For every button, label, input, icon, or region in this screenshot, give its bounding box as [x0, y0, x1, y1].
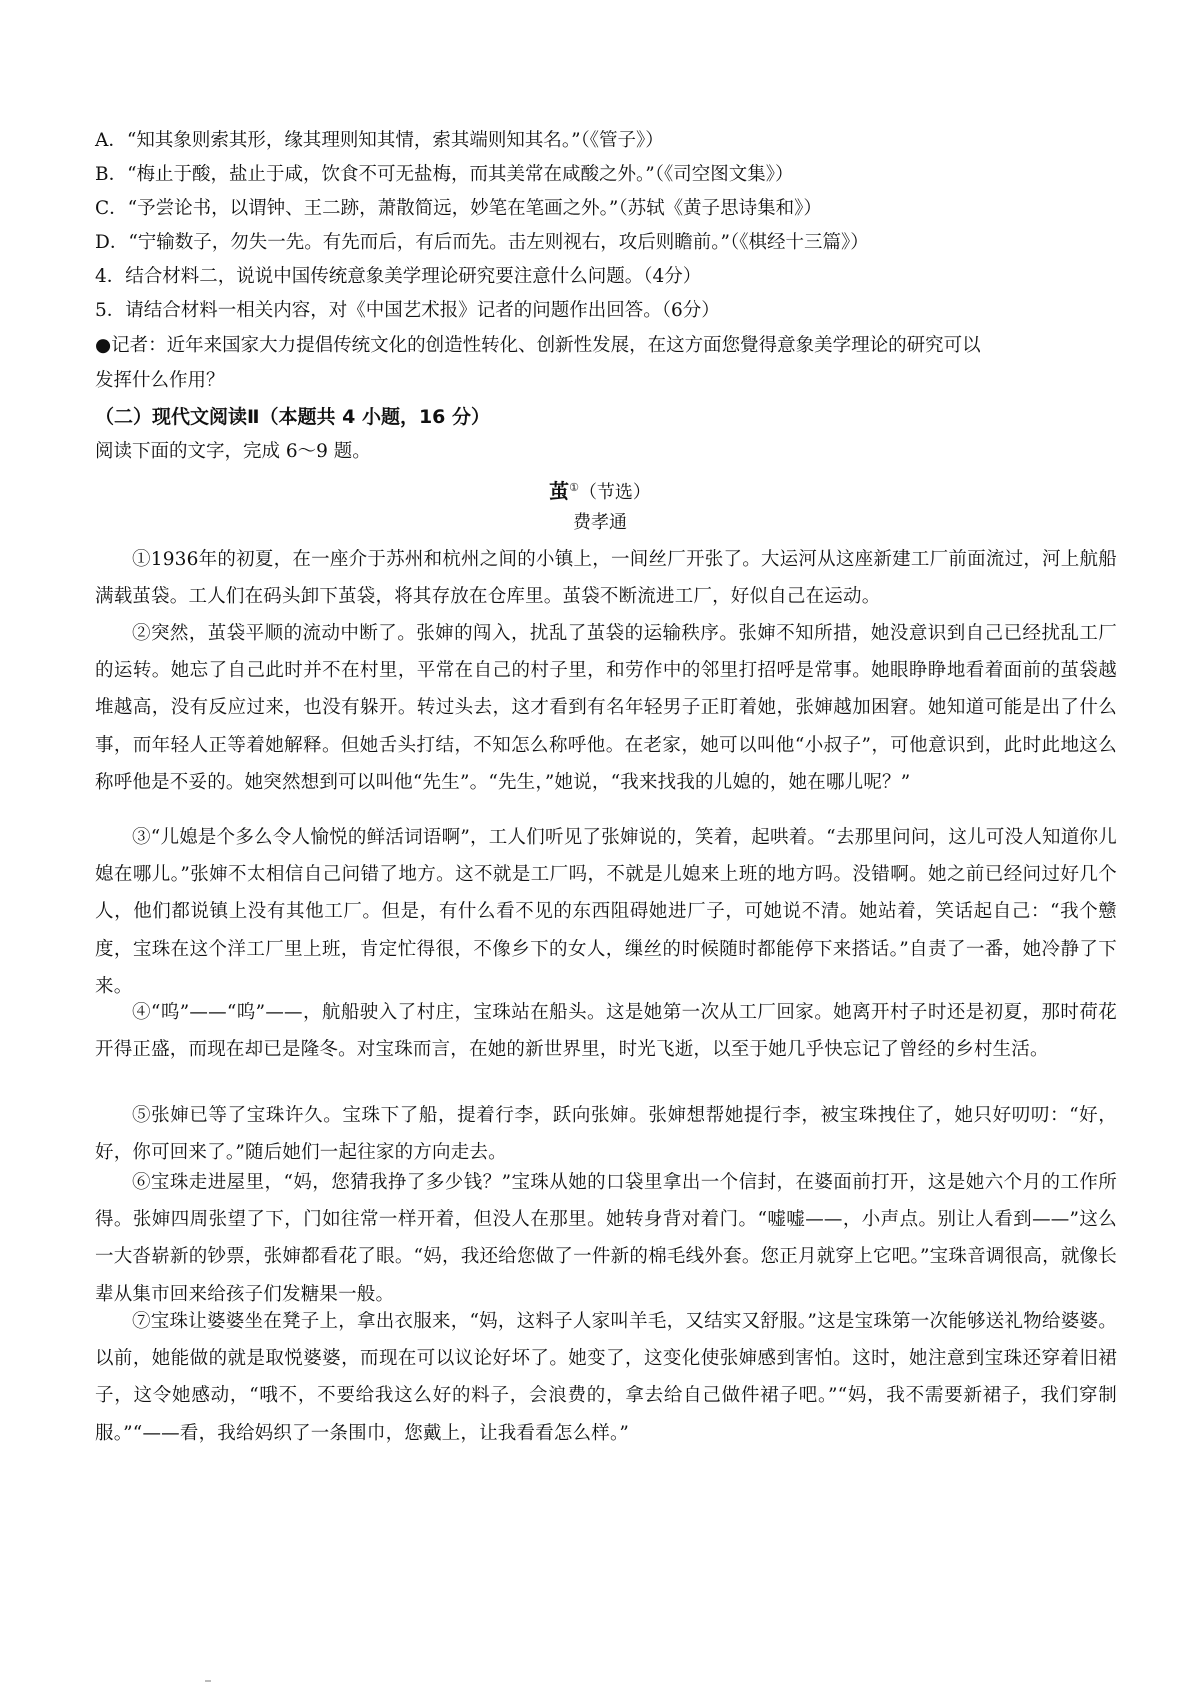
option-a: A．“知其象则索其形，缘其理则知其情，索其端则知其名。”（《管子》）: [95, 130, 664, 151]
reporter-question-line-1: ●记者：近年来国家大力提倡传统文化的创造性转化、创新性发展，在这方面您覺得意象美学理论的研究可以: [95, 335, 981, 356]
reading-instruction: 阅读下面的文字，完成 6～9 题。: [95, 441, 371, 462]
article-note: （节选）: [578, 482, 651, 504]
paragraph-3: ③“儿媳是个多么令人愉悦的鲜活词语啊”，工人们听见了张婶说的，笑着，起哄着。“去那里问问，这儿可没人知道你儿媳在哪儿。”张婶不太相信自己问错了地方。这不就是工厂吗，不就是儿媳来上班的地方吗。没错啊。她之前已经问过好几个人，他们都说镇上没有其他工厂。但是，有什么看不见的东西阻碍她进厂子，可她说不清。她站着，笑话起自己：“我个戆度，宝珠在这个洋工厂里上班，肯定忙得很，不像乡下的女人，缫丝的时候随时都能停下来搭话。”自责了一番，她冷静了下来。: [95, 827, 1117, 997]
footnote-mark: ①: [569, 481, 579, 494]
option-d: D．“宁输数子，勿失一先。有先而后，有后而先。击左则视右，攻后则瞻前。”（《棋经十三篇》）: [95, 232, 869, 253]
paragraph-4: ④“呜”——“呜”——，航船驶入了村庄，宝珠站在船头。这是她第一次从工厂回家。她离开村子时还是初夏，那时荷花开得正盛，而现在却已是隆冬。对宝珠而言，在她的新世界里，时光飞逝，以至于她几乎快忘记了曾经的乡村生活。: [95, 1002, 1117, 1061]
paragraph-2: ②突然，茧袋平顺的流动中断了。张婶的闯入，扰乱了茧袋的运输秩序。张婶不知所措，她没意识到自己已经扰乱工厂的运转。她忘了自己此时并不在村里，平常在自己的村子里，和劳作中的邻里打招呼是常事。她眼睁睁地看着面前的茧袋越堆越高，没有反应过来，也没有躲开。转过头去，这才看到有名年轻男子正盯着她，张婶越加困窘。她知道可能是出了什么事，而年轻人正等着她解释。但她舌头打结，不知怎么称呼他。在老家，她可以叫他“小叔子”，可他意识到，此时此地这么称呼他是不妥的。她突然想到可以叫他“先生”。“先生，”她说，“我来找我的儿媳的，她在哪儿呢？”: [95, 623, 1117, 793]
question-4: 4．结合材料二，说说中国传统意象美学理论研究要注意什么问题。（4分）: [95, 266, 702, 287]
paragraph-1: ①1936年的初夏，在一座介于苏州和杭州之间的小镇上，一间丝厂开张了。大运河从这座新建工厂前面流过，河上航船满载茧袋。工人们在码头卸下茧袋，将其存放在仓库里。茧袋不断流进工厂，好似自己在运动。: [95, 549, 1117, 608]
option-b: B．“梅止于酸，盐止于咸，饮食不可无盐梅，而其美常在咸酸之外。”（《司空图文集》）: [95, 164, 794, 185]
paragraph-6: ⑥宝珠走进屋里，“妈，您猜我挣了多少钱？”宝珠从她的口袋里拿出一个信封，在婆面前打开，这是她六个月的工作所得。张婶四周张望了下，门如往常一样开着，但没人在那里。她转身背对着门。“嘘嘘——，小声点。别让人看到——”这么一大沓崭新的钞票，张婶都看花了眼。“妈，我还给您做了一件新的棉毛线外套。您正月就穿上它吧。”宝珠音调很高，就像长辈从集市回来给孩子们发糖果一般。: [95, 1172, 1117, 1305]
reporter-question-line-2: 发挥什么作用？: [95, 370, 225, 391]
article-author: 费孝通: [573, 512, 627, 533]
paragraph-7: ⑦宝珠让婆婆坐在凳子上，拿出衣服来，“妈，这料子人家叫羊毛，又结实又舒服。”这是宝珠第一次能够送礼物给婆婆。以前，她能做的就是取悦婆婆，而现在可以议论好坏了。她变了，这变化使张婶感到害怕。这时，她注意到宝珠还穿着旧裙子，这令她感动，“哦不，不要给我这么好的料子，会浪费的，拿去给自己做件裙子吧。”“妈，我不需要新裙子，我们穿制服。”“——看，我给妈织了一条围巾，您戴上，让我看看怎么样。”: [95, 1311, 1117, 1444]
footer-mark: [205, 1680, 211, 1682]
question-5: 5．请结合材料一相关内容，对《中国艺术报》记者的问题作出回答。（6分）: [95, 300, 720, 321]
article-title-line: [0, 473, 1200, 508]
paragraph-5: ⑤张婶已等了宝珠许久。宝珠下了船，提着行李，跃向张婶。张婶想帮她提行李，被宝珠拽住了，她只好叨叨：“好，好，你可回来了。”随后她们一起往家的方向走去。: [95, 1105, 1117, 1164]
section-title: （二）现代文阅读Ⅱ（本题共 4 小题，16 分）: [95, 406, 491, 428]
article-title: 茧: [549, 479, 570, 504]
option-c: C．“予尝论书，以谓钟、王二跡，萧散简远，妙笔在笔画之外。”（苏轼《黄子思诗集和》）: [95, 198, 822, 219]
